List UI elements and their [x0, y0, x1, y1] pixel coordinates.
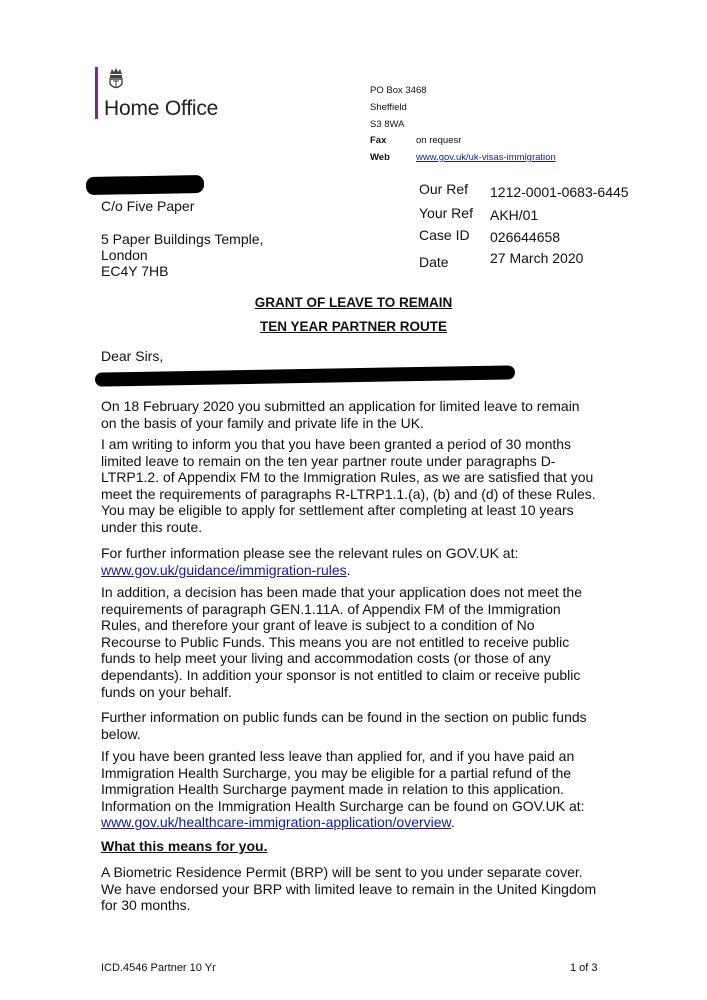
sender-address-line: PO Box 3468: [370, 85, 427, 96]
recipient-line: EC4Y 7HB: [101, 263, 169, 279]
paragraph-further-info: For further information please see the relevant rules on GOV.UK at: www.gov.uk/guidance/immigration-rules.: [101, 545, 519, 578]
redacted-line: [95, 365, 515, 386]
paragraph-grant: I am writing to inform you that you have been granted a period of 30 months limited leave to remain on the ten year partner route under paragraphs D- LTRP1.2. of Appendix FM to the Immigration Rules, as we are satisfied that you meet the requirements of paragraphs R-LTRP1.1.(a), (b) and (d) of these Rules. You may be eligible to apply for settlement after completing at least 10 years under this route.: [101, 436, 596, 535]
paragraph-public-funds-condition: In addition, a decision has been made that your application does not meet the requirements of paragraph GEN.1.11A. of Appendix FM of the Immigration Rules, and therefore your grant of leave is subject to a condition of No Recourse to Public Funds. This means you are not entitled to receive public funds to help meet your living and accommodation costs (or those of any dependants). In addition your sponsor is not entitled to claim or receive public funds on your behalf.: [101, 584, 582, 700]
sender-address-line: S3 8WA: [370, 119, 405, 130]
web-label: Web: [370, 152, 390, 163]
salutation: Dear Sirs,: [101, 348, 164, 364]
immigration-rules-link[interactable]: www.gov.uk/guidance/immigration-rules: [101, 561, 347, 578]
fax-label: Fax: [370, 135, 387, 146]
our-ref-label: Our Ref: [419, 181, 469, 197]
royal-crest-icon: [104, 66, 128, 92]
fax-value: on requesr: [416, 135, 462, 146]
healthcare-surcharge-link[interactable]: www.gov.uk/healthcare-immigration-application/overview: [101, 814, 451, 831]
paragraph-health-surcharge: If you have been granted less leave than applied for, and if you have paid an Immigration Health Surcharge, you may be eligible for a partial refund of the Immigration Health Surcharge payment made in relation to this application. Information on the Immigration Health Surcharge can be found on GOV.UK at: www.gov.uk/healthcare-immigration-application/overview.: [101, 748, 585, 831]
date-value: 27 March 2020: [490, 250, 584, 266]
recipient-line: 5 Paper Buildings Temple,: [101, 231, 264, 247]
your-ref-label: Your Ref: [419, 205, 473, 221]
redacted-recipient-name: [86, 175, 204, 195]
your-ref-value: AKH/01: [490, 207, 539, 223]
section-heading: What this means for you.: [101, 838, 268, 854]
logo-accent-bar: [95, 67, 98, 119]
sender-address-line: Sheffield: [370, 102, 407, 113]
recipient-line: London: [101, 247, 148, 263]
paragraph-brp: A Biometric Residence Permit (BRP) will be sent to you under separate cover. We have endorsed your BRP with limited leave to remain in the United Kingdom for 30 months.: [101, 864, 597, 914]
letter-subtitle: TEN YEAR PARTNER ROUTE: [259, 319, 448, 334]
letter-title: GRANT OF LEAVE TO REMAIN: [254, 295, 453, 310]
web-link[interactable]: www.gov.uk/uk-visas-immigration: [416, 152, 556, 163]
case-id-value: 026644658: [490, 229, 561, 245]
case-id-label: Case ID: [419, 227, 470, 243]
paragraph-application: On 18 February 2020 you submitted an application for limited leave to remain on the basis of your family and private life in the UK.: [101, 398, 580, 431]
footer-form-code: ICD.4546 Partner 10 Yr: [101, 962, 216, 974]
paragraph-public-funds-info: Further information on public funds can be found in the section on public funds below.: [101, 709, 587, 742]
footer-page-number: 1 of 3: [570, 962, 598, 974]
home-office-logo-text: Home Office: [104, 97, 219, 120]
recipient-line: C/o Five Paper: [101, 198, 195, 214]
our-ref-value: 1212-0001-0683-6445: [490, 184, 629, 200]
date-label: Date: [419, 254, 449, 270]
